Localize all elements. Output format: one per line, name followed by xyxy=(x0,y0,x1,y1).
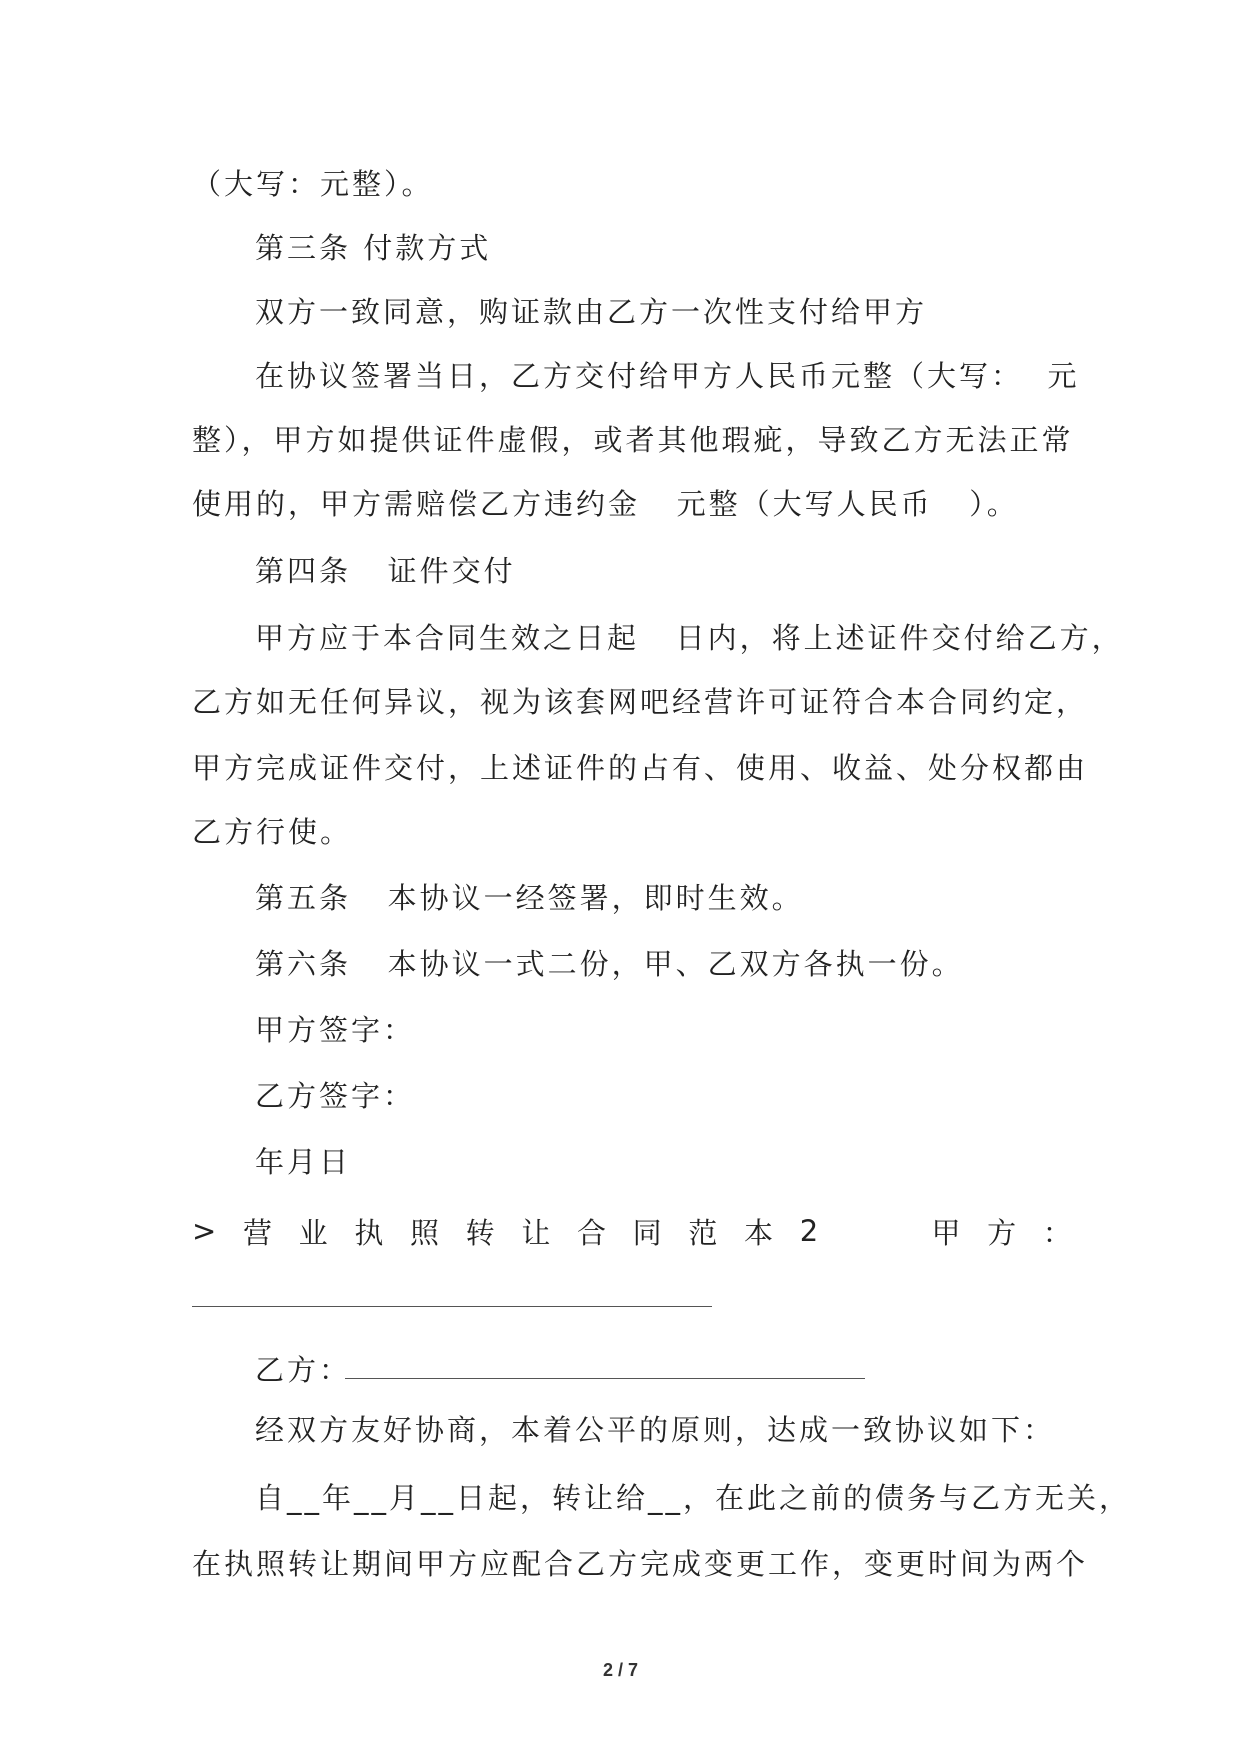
title-char: 转 xyxy=(465,1215,495,1250)
text-line: 经双方友好协商，本着公平的原则，达成一致协议如下： xyxy=(255,1413,1056,1447)
text-line: 在执照转让期间甲方应配合乙方完成变更工作，变更时间为两个 xyxy=(192,1547,1089,1581)
text-line: 乙方行使。 xyxy=(192,815,353,849)
page-number: 2 / 7 xyxy=(602,1660,639,1680)
section-heading: 第三条 付款方式 xyxy=(255,231,492,265)
title-char: 合 xyxy=(577,1215,607,1250)
text-line: 双方一致同意，购证款由乙方一次性支付给甲方 xyxy=(255,295,928,329)
date-line: 年月日 xyxy=(255,1145,352,1179)
title-char: 执 xyxy=(354,1215,384,1250)
party-a-blank-line xyxy=(192,1306,712,1307)
title-char: 让 xyxy=(521,1215,551,1250)
text-line: 甲方完成证件交付，上述证件的占有、使用、收益、处分权都由 xyxy=(192,751,1089,785)
party-a-label-char: 方 xyxy=(987,1215,1017,1250)
text-line: 第六条 本协议一式二份，甲、乙双方各执一份。 xyxy=(255,947,964,981)
title-char: 2 xyxy=(799,1214,819,1248)
signature-label-party-a: 甲方签字： xyxy=(255,1013,416,1047)
text-line: 在协议签署当日，乙方交付给甲方人民币元整（大写： 元 xyxy=(255,359,1080,393)
title-char: 范 xyxy=(688,1215,718,1250)
text-line: 乙方如无任何异议，视为该套网吧经营许可证符合本合同约定， xyxy=(192,685,1089,719)
text-line: 第五条 本协议一经签署，即时生效。 xyxy=(255,881,804,915)
party-a-label-char: 甲 xyxy=(931,1215,961,1250)
section-heading: 第四条 证件交付 xyxy=(255,554,516,588)
text-line: 甲方应于本合同生效之日起 日内，将上述证件交付给乙方， xyxy=(255,621,1124,655)
text-line: 整），甲方如提供证件虚假，或者其他瑕疵，导致乙方无法正常 xyxy=(192,423,1074,457)
party-a-label-char: ： xyxy=(1042,1215,1072,1250)
party-b-blank-line xyxy=(345,1378,865,1379)
contract-title-line xyxy=(192,1212,1072,1250)
text-line: （大写：元整）。 xyxy=(192,167,434,201)
chevron-right-icon: > xyxy=(192,1214,217,1248)
title-char: 营 xyxy=(242,1215,272,1250)
text-line: 使用的，甲方需赔偿乙方违约金 元整（大写人民币 ）。 xyxy=(192,487,1019,521)
title-char: 照 xyxy=(409,1215,439,1250)
title-char: 同 xyxy=(632,1215,662,1250)
signature-label-party-b: 乙方签字： xyxy=(255,1079,416,1113)
title-char: 业 xyxy=(298,1215,328,1250)
title-char: 本 xyxy=(744,1215,774,1250)
text-line: 自__年__月__日起，转让给__，在此之前的债务与乙方无关， xyxy=(255,1481,1132,1515)
party-b-label: 乙方： xyxy=(255,1353,352,1387)
